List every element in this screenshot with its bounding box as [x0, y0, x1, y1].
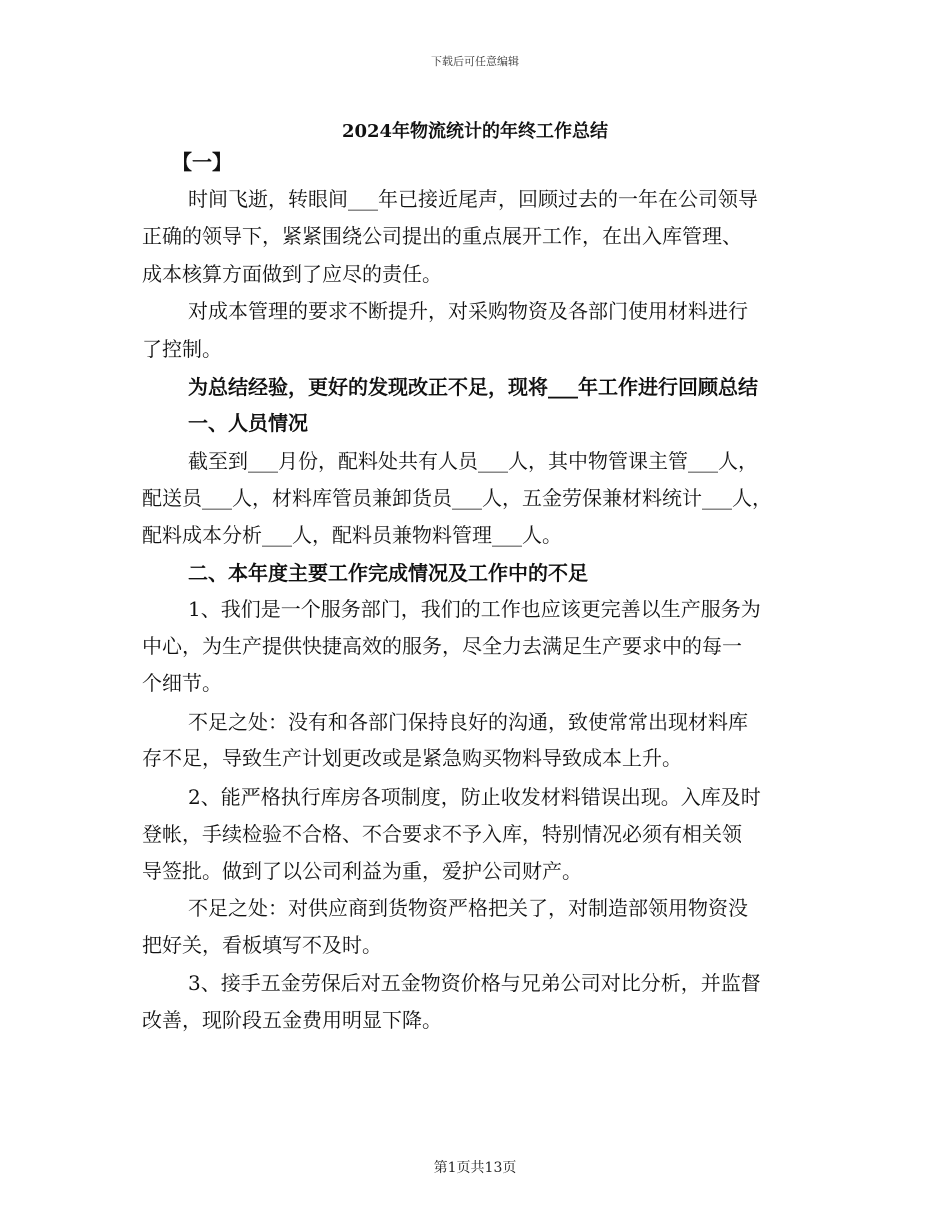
paragraph-line: 对成本管理的要求不断提升，对采购物资及各部门使用材料进行 [188, 299, 748, 323]
paragraph-line: 配送员___人，材料库管员兼卸货员___人，五金劳保兼材料统计___人， [142, 486, 772, 510]
paragraph-line: 个细节。 [142, 671, 222, 695]
document-title: 2024年物流统计的年终工作总结 [341, 121, 609, 142]
paragraph-line: 2、能严格执行库房各项制度，防止收发材料错误出现。入库及时 [188, 785, 761, 809]
paragraph-line: 时间飞逝，转眼间___年已接近尾声，回顾过去的一年在公司领导 [188, 187, 758, 211]
paragraph-line: 3、接手五金劳保后对五金物资价格与兄弟公司对比分析，并监督 [188, 971, 761, 995]
paragraph-line: 存不足，导致生产计划更改或是紧急购买物料导致成本上升。 [142, 746, 682, 770]
paragraph-line: 不足之处：没有和各部门保持良好的沟通，致使常常出现材料库 [188, 710, 748, 734]
paragraph-line: 中心，为生产提供快捷高效的服务，尽全力去满足生产要求中的每一 [142, 634, 742, 658]
paragraph-line: 把好关，看板填写不及时。 [142, 933, 382, 957]
paragraph-line: 1、我们是一个服务部门，我们的工作也应该更完善以生产服务为 [188, 597, 761, 621]
paragraph-line: 登帐，手续检验不合格、不合要求不予入库，特别情况必须有相关领 [142, 822, 742, 846]
paragraph-line: 改善，现阶段五金费用明显下降。 [142, 1008, 442, 1032]
section-marker: 【一】 [172, 150, 232, 174]
paragraph-line: 不足之处：对供应商到货物资严格把关了，对制造部领用物资没 [188, 896, 748, 920]
section-heading: 二、本年度主要工作完成情况及工作中的不足 [188, 561, 588, 585]
paragraph-line: 了控制。 [142, 337, 222, 361]
paragraph-line: 导签批。做到了以公司利益为重，爱护公司财产。 [142, 859, 582, 883]
paragraph-line-bold: 为总结经验，更好的发现改正不足，现将___年工作进行回顾总结 [188, 375, 758, 399]
paragraph-line: 配料成本分析___人，配料员兼物料管理___人。 [142, 523, 562, 547]
section-heading: 一、人员情况 [188, 411, 308, 435]
paragraph-line: 截至到___月份，配料处共有人员___人，其中物管课主管___人， [188, 449, 758, 473]
page-header-note: 下载后可任意编辑 [431, 55, 519, 68]
page-number: 第1页共13页 [433, 1160, 517, 1176]
paragraph-line: 成本核算方面做到了应尽的责任。 [142, 262, 442, 286]
paragraph-line: 正确的领导下，紧紧围绕公司提出的重点展开工作，在出入库管理、 [142, 224, 742, 248]
